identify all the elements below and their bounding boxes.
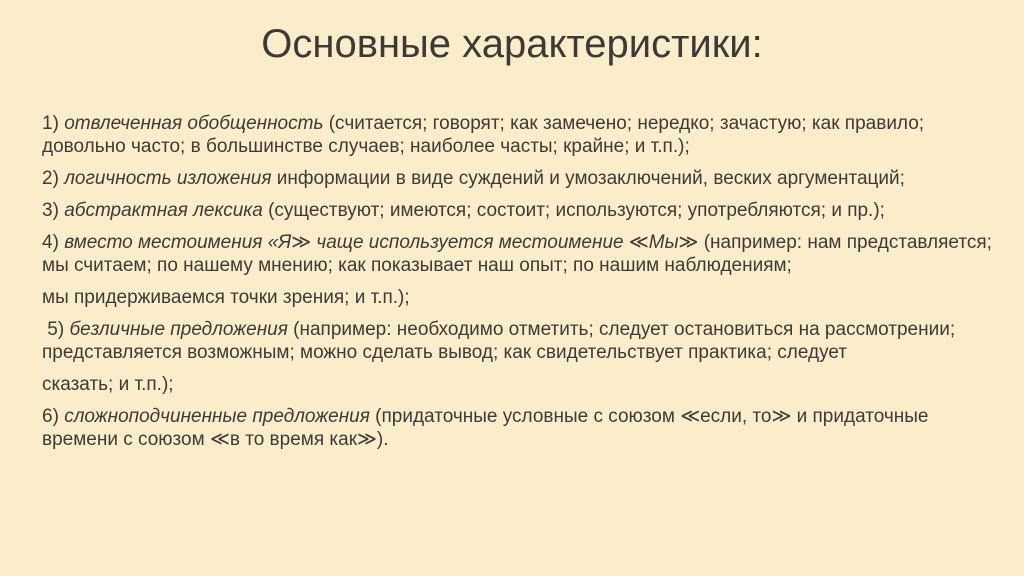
list-item-5 <box>42 318 992 364</box>
item-term: отвлеченная обобщенность <box>64 113 324 134</box>
item-term: сложноподчиненные предложения <box>64 406 370 427</box>
item-number: 1) <box>42 113 65 134</box>
item-text: (придаточные условные с союзом ≪если, то≫ и придаточные времени с союзом ≪в то время как≫). <box>42 406 929 450</box>
item-number: 6) <box>42 406 65 427</box>
item-text: (например: необходимо отметить; следует остановиться на рассмотрении; представляется возможным; можно сделать вывод; как свидетельствует практика; следует <box>42 319 956 363</box>
item-term: безличные предложения <box>69 319 288 340</box>
list-item-6 <box>42 405 992 451</box>
item-number: 2) <box>42 168 65 189</box>
item-number: 3) <box>42 200 65 221</box>
list-item-5-continuation: сказать; и т.п.); <box>42 374 174 395</box>
list-item-3 <box>42 199 992 222</box>
item-term: абстрактная лексика <box>64 200 263 221</box>
slide-title: Основные характеристики: <box>261 22 763 66</box>
item-term: логичность изложения <box>64 168 272 189</box>
list-item-2 <box>42 167 992 190</box>
item-number: 5) <box>42 319 70 340</box>
list-item-1 <box>42 112 992 158</box>
item-number: 4) <box>42 232 65 253</box>
slide-body <box>42 112 992 460</box>
item-text: информации в виде суждений и умозаключений, веских аргументаций; <box>271 168 905 189</box>
item-text: (существуют; имеются; состоит; используются; употребляются; и пр.); <box>262 200 885 221</box>
item-text: (например: нам представляется; мы считаем; по нашему мнению; как показывает наш опыт; по нашим наблюдениям; <box>42 232 992 276</box>
item-term: вместо местоимения «Я≫ чаще используется местоимение ≪Мы≫ <box>64 232 699 253</box>
list-item-4-continuation: мы придерживаемся точки зрения; и т.п.); <box>42 287 410 308</box>
list-item-4 <box>42 231 992 277</box>
item-text: (считается; говорят; как замечено; нередко; зачастую; как правило; довольно часто; в большинстве случаев; наиболее часты; крайне; и т.п.); <box>42 113 925 157</box>
